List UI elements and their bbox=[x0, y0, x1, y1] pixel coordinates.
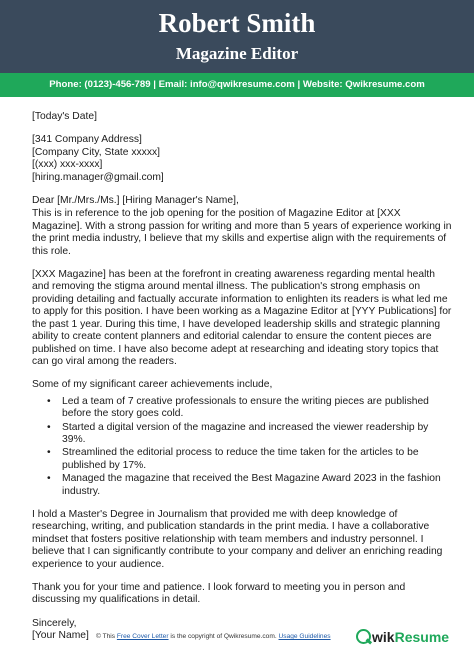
achievements-list bbox=[32, 396, 452, 498]
recipient-address bbox=[32, 134, 452, 184]
page-footer bbox=[0, 628, 474, 650]
logo-resume: Resume bbox=[394, 628, 450, 645]
qwikresume-logo[interactable] bbox=[356, 628, 449, 646]
letter-date: [Today's Date] bbox=[32, 111, 97, 122]
paragraph-thanks: Thank you for your time and patience. I look forward to meeting you in person and discussing my qualifications in detail. bbox=[32, 582, 406, 606]
signature: [Your Name] bbox=[32, 630, 89, 642]
copyright-notice bbox=[96, 633, 331, 640]
paragraph-intro: This is in reference to the job opening for the position of Magazine Editor at [XXX Magazine]. With a strong passion for writing and more than 5 years of experience working in the print media industry, I believe that my skills and expertise align with the requirements of this role. bbox=[32, 208, 452, 257]
usage-guidelines-link[interactable]: Usage Guidelines bbox=[278, 633, 331, 640]
list-item: • Streamlined the editorial process to reduce the time taken for the articles to be published by 17%. bbox=[62, 447, 452, 472]
address-line: [341 Company Address] bbox=[32, 134, 142, 146]
achievements-intro: Some of my significant career achievements include, bbox=[32, 379, 273, 391]
list-item: • Managed the magazine that received the Best Magazine Award 2023 in the fashion industry. bbox=[62, 473, 452, 498]
job-title: Magazine Editor bbox=[175, 44, 299, 63]
applicant-name: Robert Smith bbox=[158, 8, 316, 38]
contact-bar: Phone: (0123)-456-789 | Email: info@qwikresume.com | Website: Qwikresume.com bbox=[0, 73, 474, 97]
logo-wik: wik bbox=[372, 628, 395, 645]
address-line: [(xxx) xxx-xxxx] bbox=[32, 159, 103, 171]
address-line: [hiring.manager@gmail.com] bbox=[32, 171, 164, 183]
salutation: Dear [Mr./Mrs./Ms.] [Hiring Manager's Name], bbox=[32, 195, 239, 207]
list-item: • Started a digital version of the magazine and increased the viewer readership by 39%. bbox=[62, 422, 452, 447]
paragraph-education: I hold a Master's Degree in Journalism that provided me with deep knowledge of researching, writing, and publication standards in the print media. I have a collaborative mindset that fosters positive relationship with team members and industry personnel. I believe that I can significantly contribute to your company and deliver an enriching reading experience to your audience. bbox=[32, 508, 443, 570]
free-cover-letter-link[interactable]: Free Cover Letter bbox=[116, 633, 169, 640]
q-logo-icon bbox=[356, 629, 371, 644]
list-item: • Led a team of 7 creative professionals to ensure the writing pieces are published before the story goes cold. bbox=[62, 396, 452, 421]
paragraph-company: [XXX Magazine] has been at the forefront in creating awareness regarding mental health and removing the stigma around mental illness. The publication's strong emphasis on providing detailing and factually accurate information to enlighten its readers is what led me to apply for this position. I have been working as a Magazine Editor at [YYY Publications] for the past 1 year. During this time, I have developed leadership skills and strategic planning ability to create content planners and editorial calendar to ensure the content pieces are published on time. I have also become adept at researching and ideating story topics that can go viral among the readers. bbox=[32, 269, 452, 367]
copyright-prefix: © This bbox=[96, 633, 116, 640]
letter-body bbox=[32, 111, 452, 643]
copyright-middle: is the copyright of Qwikresume.com. bbox=[170, 633, 277, 640]
closing: Sincerely, bbox=[32, 617, 77, 629]
address-line: [Company City, State xxxxx] bbox=[32, 146, 160, 158]
resume-header bbox=[0, 0, 474, 73]
